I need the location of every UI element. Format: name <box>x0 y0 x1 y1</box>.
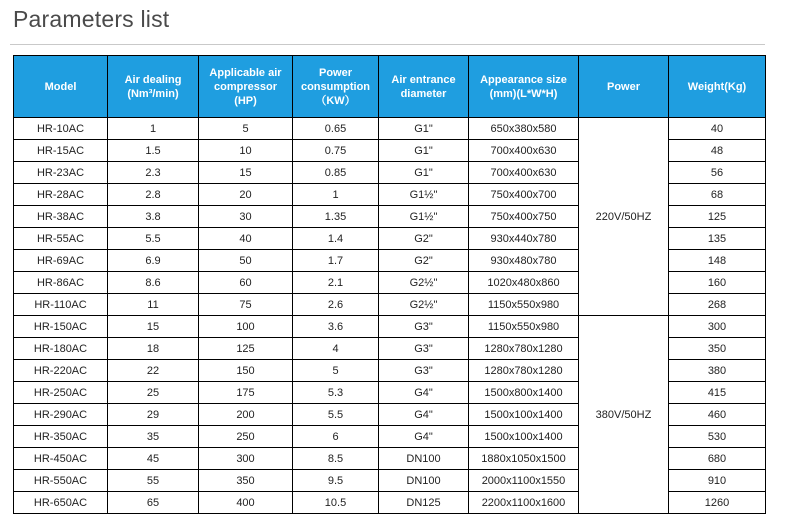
header-power <box>579 56 669 118</box>
header-power-consumption <box>293 56 379 118</box>
header-text-line: (mm)(L*W*H) <box>489 87 558 100</box>
cell-air-dealing: 2.8 <box>108 184 199 206</box>
cell-appearance-size: 2200x1100x1600 <box>469 492 579 514</box>
cell-weight: 680 <box>669 448 766 470</box>
cell-compressor-hp: 200 <box>199 404 293 426</box>
table-body <box>14 118 766 514</box>
cell-model: HR-86AC <box>14 272 108 294</box>
header-text-line: Weight(Kg) <box>687 80 747 93</box>
cell-appearance-size: 2000x1100x1550 <box>469 470 579 492</box>
cell-power-consumption: 2.1 <box>293 272 379 294</box>
header-text-line: (Nm³/min) <box>127 87 179 100</box>
cell-model: HR-15AC <box>14 140 108 162</box>
header-air-dealing <box>108 56 199 118</box>
cell-appearance-size: 1280x780x1280 <box>469 360 579 382</box>
cell-model: HR-550AC <box>14 470 108 492</box>
cell-power: 380V/50HZ <box>579 316 669 514</box>
header-text-line: Applicable air <box>209 66 282 79</box>
cell-weight: 380 <box>669 360 766 382</box>
header-weight <box>669 56 766 118</box>
cell-model: HR-150AC <box>14 316 108 338</box>
cell-air-dealing: 45 <box>108 448 199 470</box>
cell-compressor-hp: 50 <box>199 250 293 272</box>
cell-weight: 460 <box>669 404 766 426</box>
cell-weight: 910 <box>669 470 766 492</box>
cell-air-entrance: G1" <box>379 118 469 140</box>
cell-appearance-size: 750x400x700 <box>469 184 579 206</box>
header-applicable-air-compressor <box>199 56 293 118</box>
title-divider <box>10 44 765 45</box>
cell-air-entrance: G3" <box>379 338 469 360</box>
cell-power-consumption: 0.75 <box>293 140 379 162</box>
cell-air-dealing: 8.6 <box>108 272 199 294</box>
cell-weight: 135 <box>669 228 766 250</box>
cell-air-entrance: G1½" <box>379 206 469 228</box>
cell-air-entrance: G4" <box>379 404 469 426</box>
cell-model: HR-28AC <box>14 184 108 206</box>
cell-air-dealing: 6.9 <box>108 250 199 272</box>
cell-appearance-size: 750x400x750 <box>469 206 579 228</box>
cell-appearance-size: 1150x550x980 <box>469 316 579 338</box>
cell-compressor-hp: 5 <box>199 118 293 140</box>
cell-appearance-size: 1500x800x1400 <box>469 382 579 404</box>
header-text-line: Power <box>318 66 352 79</box>
cell-air-dealing: 29 <box>108 404 199 426</box>
cell-weight: 68 <box>669 184 766 206</box>
cell-power-consumption: 10.5 <box>293 492 379 514</box>
cell-air-dealing: 15 <box>108 316 199 338</box>
cell-power-consumption: 8.5 <box>293 448 379 470</box>
cell-air-entrance: DN125 <box>379 492 469 514</box>
page-title: Parameters list <box>13 6 170 32</box>
cell-compressor-hp: 30 <box>199 206 293 228</box>
cell-power-consumption: 1.35 <box>293 206 379 228</box>
header-label <box>688 81 746 93</box>
cell-power-consumption: 5.3 <box>293 382 379 404</box>
cell-air-entrance: G1" <box>379 140 469 162</box>
cell-air-dealing: 2.3 <box>108 162 199 184</box>
cell-compressor-hp: 15 <box>199 162 293 184</box>
cell-appearance-size: 1880x1050x1500 <box>469 448 579 470</box>
cell-weight: 530 <box>669 426 766 448</box>
header-label <box>125 74 182 100</box>
cell-appearance-size: 1020x480x860 <box>469 272 579 294</box>
cell-power-consumption: 1.7 <box>293 250 379 272</box>
cell-air-entrance: G4" <box>379 382 469 404</box>
header-air-entrance-diameter <box>379 56 469 118</box>
cell-power-consumption: 2.6 <box>293 294 379 316</box>
cell-model: HR-250AC <box>14 382 108 404</box>
cell-model: HR-38AC <box>14 206 108 228</box>
cell-air-entrance: DN100 <box>379 470 469 492</box>
cell-air-dealing: 35 <box>108 426 199 448</box>
header-text-line: （KW） <box>315 94 356 107</box>
cell-air-dealing: 25 <box>108 382 199 404</box>
cell-appearance-size: 700x400x630 <box>469 140 579 162</box>
header-text-line: Model <box>44 80 77 93</box>
cell-power-consumption: 5 <box>293 360 379 382</box>
header-text-line: Power <box>606 80 640 93</box>
cell-air-dealing: 5.5 <box>108 228 199 250</box>
cell-air-entrance: G2½" <box>379 272 469 294</box>
cell-air-dealing: 11 <box>108 294 199 316</box>
cell-appearance-size: 1150x550x980 <box>469 294 579 316</box>
cell-compressor-hp: 250 <box>199 426 293 448</box>
header-model <box>14 56 108 118</box>
cell-model: HR-450AC <box>14 448 108 470</box>
cell-compressor-hp: 300 <box>199 448 293 470</box>
cell-model: HR-23AC <box>14 162 108 184</box>
cell-weight: 160 <box>669 272 766 294</box>
cell-compressor-hp: 175 <box>199 382 293 404</box>
cell-weight: 415 <box>669 382 766 404</box>
table-header-row <box>14 56 766 118</box>
cell-model: HR-55AC <box>14 228 108 250</box>
cell-air-dealing: 22 <box>108 360 199 382</box>
header-label <box>607 81 640 93</box>
header-appearance-size <box>469 56 579 118</box>
cell-compressor-hp: 40 <box>199 228 293 250</box>
cell-compressor-hp: 150 <box>199 360 293 382</box>
table-row <box>14 316 766 338</box>
cell-air-entrance: DN100 <box>379 448 469 470</box>
cell-air-entrance: G2" <box>379 250 469 272</box>
cell-weight: 125 <box>669 206 766 228</box>
cell-power-consumption: 6 <box>293 426 379 448</box>
cell-power-consumption: 9.5 <box>293 470 379 492</box>
parameters-table <box>13 55 766 514</box>
cell-compressor-hp: 125 <box>199 338 293 360</box>
cell-weight: 40 <box>669 118 766 140</box>
cell-appearance-size: 930x440x780 <box>469 228 579 250</box>
cell-air-dealing: 65 <box>108 492 199 514</box>
cell-model: HR-290AC <box>14 404 108 426</box>
cell-weight: 268 <box>669 294 766 316</box>
cell-appearance-size: 1500x100x1400 <box>469 426 579 448</box>
cell-compressor-hp: 10 <box>199 140 293 162</box>
header-text-line: compressor <box>214 80 277 93</box>
cell-model: HR-350AC <box>14 426 108 448</box>
cell-weight: 148 <box>669 250 766 272</box>
cell-compressor-hp: 20 <box>199 184 293 206</box>
header-text-line: diameter <box>400 87 447 100</box>
cell-air-dealing: 55 <box>108 470 199 492</box>
cell-weight: 300 <box>669 316 766 338</box>
cell-air-entrance: G3" <box>379 360 469 382</box>
cell-model: HR-220AC <box>14 360 108 382</box>
header-text-line: Appearance size <box>480 73 567 86</box>
cell-model: HR-180AC <box>14 338 108 360</box>
cell-air-entrance: G1" <box>379 162 469 184</box>
cell-air-dealing: 18 <box>108 338 199 360</box>
cell-appearance-size: 1500x100x1400 <box>469 404 579 426</box>
cell-air-entrance: G1½" <box>379 184 469 206</box>
cell-power-consumption: 0.85 <box>293 162 379 184</box>
cell-appearance-size: 930x480x780 <box>469 250 579 272</box>
cell-power-consumption: 5.5 <box>293 404 379 426</box>
cell-air-entrance: G3" <box>379 316 469 338</box>
cell-power-consumption: 0.65 <box>293 118 379 140</box>
cell-compressor-hp: 100 <box>199 316 293 338</box>
cell-air-entrance: G2½" <box>379 294 469 316</box>
cell-compressor-hp: 60 <box>199 272 293 294</box>
header-label <box>45 81 77 93</box>
cell-weight: 350 <box>669 338 766 360</box>
cell-model: HR-650AC <box>14 492 108 514</box>
cell-model: HR-69AC <box>14 250 108 272</box>
cell-air-dealing: 1.5 <box>108 140 199 162</box>
cell-air-dealing: 1 <box>108 118 199 140</box>
table-row <box>14 118 766 140</box>
cell-appearance-size: 650x380x580 <box>469 118 579 140</box>
header-text-line: Air entrance <box>391 73 456 86</box>
header-text-line: Air dealing <box>124 73 182 86</box>
header-text-line: consumption <box>300 80 371 93</box>
cell-compressor-hp: 400 <box>199 492 293 514</box>
cell-model: HR-10AC <box>14 118 108 140</box>
header-label <box>209 67 281 107</box>
cell-weight: 56 <box>669 162 766 184</box>
cell-compressor-hp: 350 <box>199 470 293 492</box>
cell-power: 220V/50HZ <box>579 118 669 316</box>
header-label <box>391 74 455 100</box>
cell-power-consumption: 4 <box>293 338 379 360</box>
header-label <box>480 74 567 100</box>
header-text-line: (HP) <box>234 94 257 107</box>
cell-weight: 48 <box>669 140 766 162</box>
cell-compressor-hp: 75 <box>199 294 293 316</box>
cell-power-consumption: 1.4 <box>293 228 379 250</box>
cell-power-consumption: 3.6 <box>293 316 379 338</box>
cell-air-dealing: 3.8 <box>108 206 199 228</box>
cell-power-consumption: 1 <box>293 184 379 206</box>
cell-appearance-size: 1280x780x1280 <box>469 338 579 360</box>
cell-air-entrance: G2" <box>379 228 469 250</box>
cell-appearance-size: 700x400x630 <box>469 162 579 184</box>
header-label <box>301 67 370 107</box>
cell-model: HR-110AC <box>14 294 108 316</box>
cell-weight: 1260 <box>669 492 766 514</box>
cell-air-entrance: G4" <box>379 426 469 448</box>
